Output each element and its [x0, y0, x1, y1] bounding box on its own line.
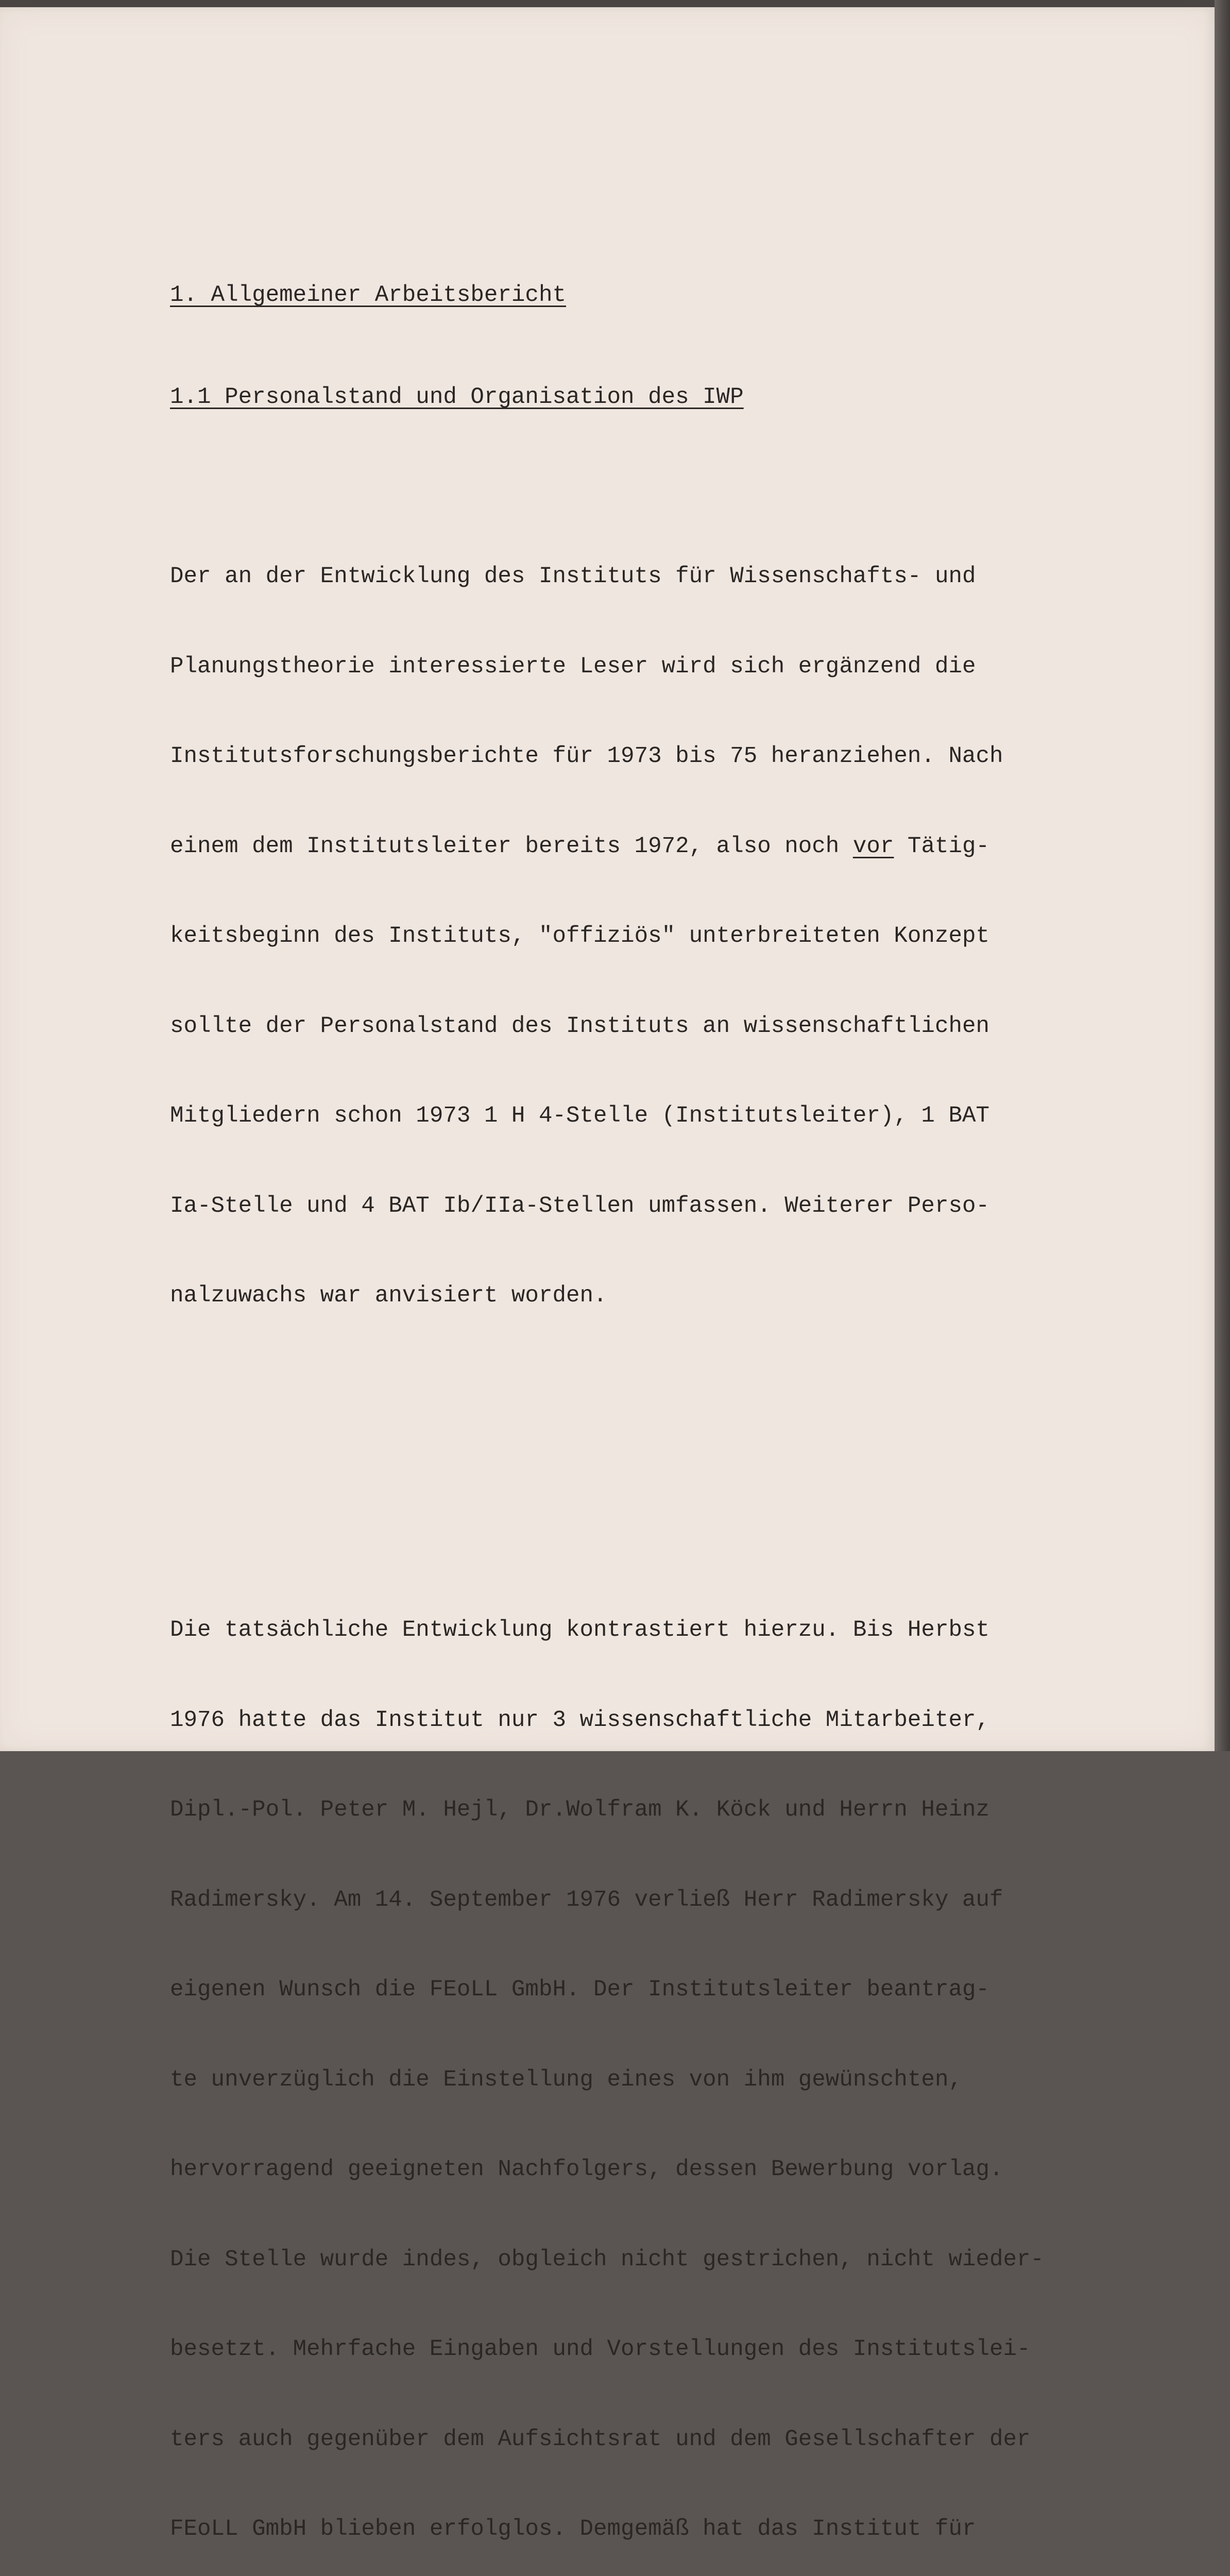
text-line: Die Stelle wurde indes, obgleich nicht gestrichen, nicht wieder-	[170, 2246, 1045, 2273]
text-line: Institutsforschungsberichte für 1973 bis 75 heranziehen. Nach	[170, 743, 1003, 769]
text-line: te unverzüglich die Einstellung eines von ihm gewünschten,	[170, 2066, 962, 2093]
text-line: eigenen Wunsch die FEoLL GmbH. Der Institutsleiter beantrag-	[170, 1977, 990, 2003]
section-heading: 1. Allgemeiner Arbeitsbericht	[170, 282, 566, 308]
text-line: Die tatsächliche Entwicklung kontrastiert hierzu. Bis Herbst	[170, 1617, 990, 1643]
text-line: sollte der Personalstand des Instituts an wissenschaftlichen	[170, 1013, 990, 1039]
text-line: hervorragend geeigneten Nachfolgers, dessen Bewerbung vorlag.	[170, 2157, 1003, 2182]
paragraph-1	[170, 506, 1195, 1367]
document-page	[0, 7, 1215, 2542]
text-line: Der an der Entwicklung des Instituts für Wissenschafts- und	[170, 564, 976, 589]
scan-right-edge	[1215, 0, 1230, 1751]
document-body	[170, 199, 1195, 2576]
subsection-heading: 1.1 Personalstand und Organisation des IWP	[170, 384, 744, 410]
text-line: keitsbeginn des Instituts, "offiziös" unterbreiteten Konzept	[170, 923, 990, 949]
paragraph-2	[170, 1560, 1195, 2576]
text-line: 1976 hatte das Institut nur 3 wissenschaftliche Mitarbeiter,	[170, 1707, 990, 1733]
text-line: Dipl.-Pol. Peter M. Hejl, Dr.Wolfram K. Köck und Herrn Heinz	[170, 1797, 990, 1823]
text-line: Mitgliedern schon 1973 1 H 4-Stelle (Institutsleiter), 1 BAT	[170, 1103, 990, 1129]
text-line: nalzuwachs war anvisiert worden.	[170, 1283, 607, 1309]
text-line: Planungstheorie interessierte Leser wird sich ergänzend die	[170, 653, 976, 680]
text-line: ters auch gegenüber dem Aufsichtsrat und dem Gesellschafter der	[170, 2426, 1031, 2452]
paragraph-gap	[170, 1444, 1195, 1483]
scan-top-edge	[0, 0, 1230, 7]
underlined-text: vor	[852, 833, 894, 859]
text-line: FEoLL GmbH blieben erfolglos. Demgemäß hat das Institut für	[170, 2516, 976, 2542]
text-line: einem dem Institutsleiter bereits 1972, also noch vor Tätig-	[170, 833, 990, 859]
text-line: Ia-Stelle und 4 BAT Ib/IIa-Stellen umfassen. Weiterer Perso-	[170, 1193, 990, 1219]
text-line: Radimersky. Am 14. September 1976 verließ Herr Radimersky auf	[170, 1887, 1003, 1913]
text-line: besetzt. Mehrfache Eingaben und Vorstellungen des Institutslei-	[170, 2336, 1031, 2362]
